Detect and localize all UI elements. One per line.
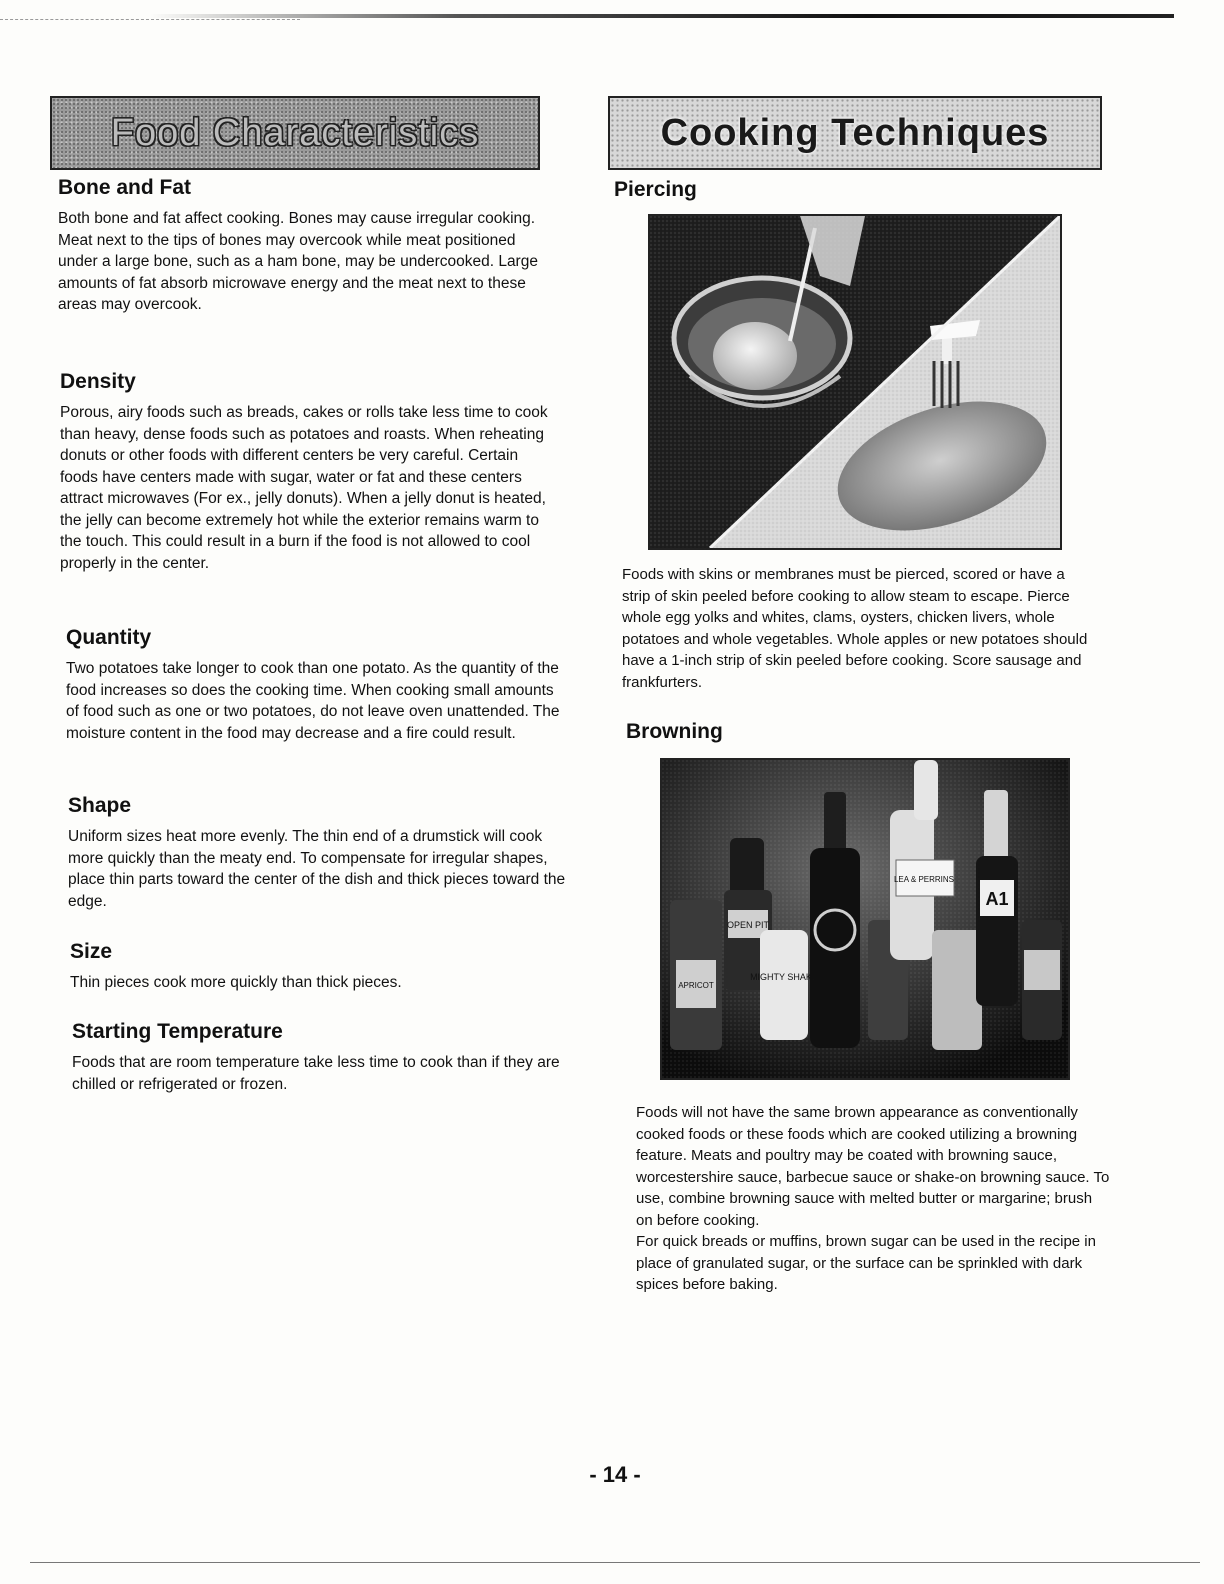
browning-illustration [662,760,1068,1078]
food-characteristics-banner [50,96,540,170]
browning-heading-block [626,720,723,752]
browning-photo [660,758,1070,1080]
shape-section [68,794,568,912]
lea-perrins-label: LEA & PERRINS [893,875,955,884]
apricot-label: APRICOT [678,981,714,990]
bone-and-fat-section [58,176,558,316]
section-text: Porous, airy foods such as breads, cakes or rolls take less time to cook than heavy, dense foods such as potatoes and roasts. When reheating donuts or other foods with different centers be very careful. Certain foods have centers made with sugar, water or fat and these centers attract microwaves (For ex., jelly donuts). When a jelly donut is heated, the jelly can become extremely hot while the exterior remains warm to the touch. This could result in a burn if the food is not allowed to cool properly in the center. [60,404,548,572]
a1-label: A1 [985,889,1009,909]
page-number: - 14 - [589,1462,641,1487]
piercing-illustration [650,216,1060,548]
browning-heading: Browning [626,720,723,743]
section-heading: Quantity [66,626,152,649]
piercing-heading: Piercing [614,178,697,201]
starting-temperature-section [72,1020,572,1095]
top-rule-dashed [0,19,300,21]
quantity-section [66,626,566,744]
browning-text-2: For quick breads or muffins, brown sugar can be used in the recipe in place of granulated sugar, or the surface can be sprinkled with dark spices before baking. [636,1233,1096,1293]
cooking-techniques-banner [608,96,1102,170]
piercing-text-block [622,564,1094,693]
top-rule [150,14,1174,18]
section-heading: Size [70,940,113,963]
piercing-text: Foods with skins or membranes must be pierced, scored or have a strip of skin peeled before cooking to allow steam to escape. Pierce whole egg yolks and whites, clams, oysters, chicken livers, whole potatoes and whole vegetables. Whole apples or new potatoes should have a 1-inch strip of skin peeled before cooking. Score sausage and frankfurters. [622,566,1088,691]
bottom-rule [30,1562,1200,1564]
section-text: Thin pieces cook more quickly than thick pieces. [70,974,402,991]
section-text: Both bone and fat affect cooking. Bones may cause irregular cooking. Meat next to the tips of bones may overcook while meat positioned under a large bone, such as a ham bone, may be undercooked. Large amounts of fat absorb microwave energy and the meat next to these areas may overcook. [58,210,538,313]
food-characteristics-title: Food Characteristics [110,111,480,154]
browning-text: Foods will not have the same brown appearance as conventionally cooked foods or these foods which are cooked utilizing a browning feature. Meats and poultry may be coated with browning sauce, worcestershire sauce, barbecue sauce or shake-on browning sauce. To use, combine browning sauce with melted butter or margarine; brush on before cooking. [636,1104,1110,1229]
piercing-photo [648,214,1062,550]
section-text: Two potatoes take longer to cook than one potato. As the quantity of the food increases so does the cooking time. When cooking small amounts of food such as one or two potatoes, do not leave oven unattended. The moisture content in the food may decrease and a fire could result. [66,660,560,742]
density-section [60,370,560,574]
section-heading: Shape [68,794,132,817]
cooking-techniques-title: Cooking Techniques [660,111,1050,154]
mighty-shake-label: MIGHTY SHAKE [750,972,818,982]
section-heading: Starting Temperature [72,1020,283,1043]
size-section [70,940,570,994]
piercing-heading-block [614,178,697,210]
browning-text-block [636,1102,1110,1296]
open-pit-label: OPEN PIT [726,920,770,930]
section-text: Uniform sizes heat more evenly. The thin end of a drumstick will cook more quickly than the meaty end. To compensate for irregular shapes, place thin parts toward the center of the dish and thick pieces toward the edge. [68,828,566,910]
section-heading: Density [60,370,136,393]
section-heading: Bone and Fat [58,176,192,199]
section-text: Foods that are room temperature take less time to cook than if they are chilled or refrigerated or frozen. [72,1054,560,1093]
